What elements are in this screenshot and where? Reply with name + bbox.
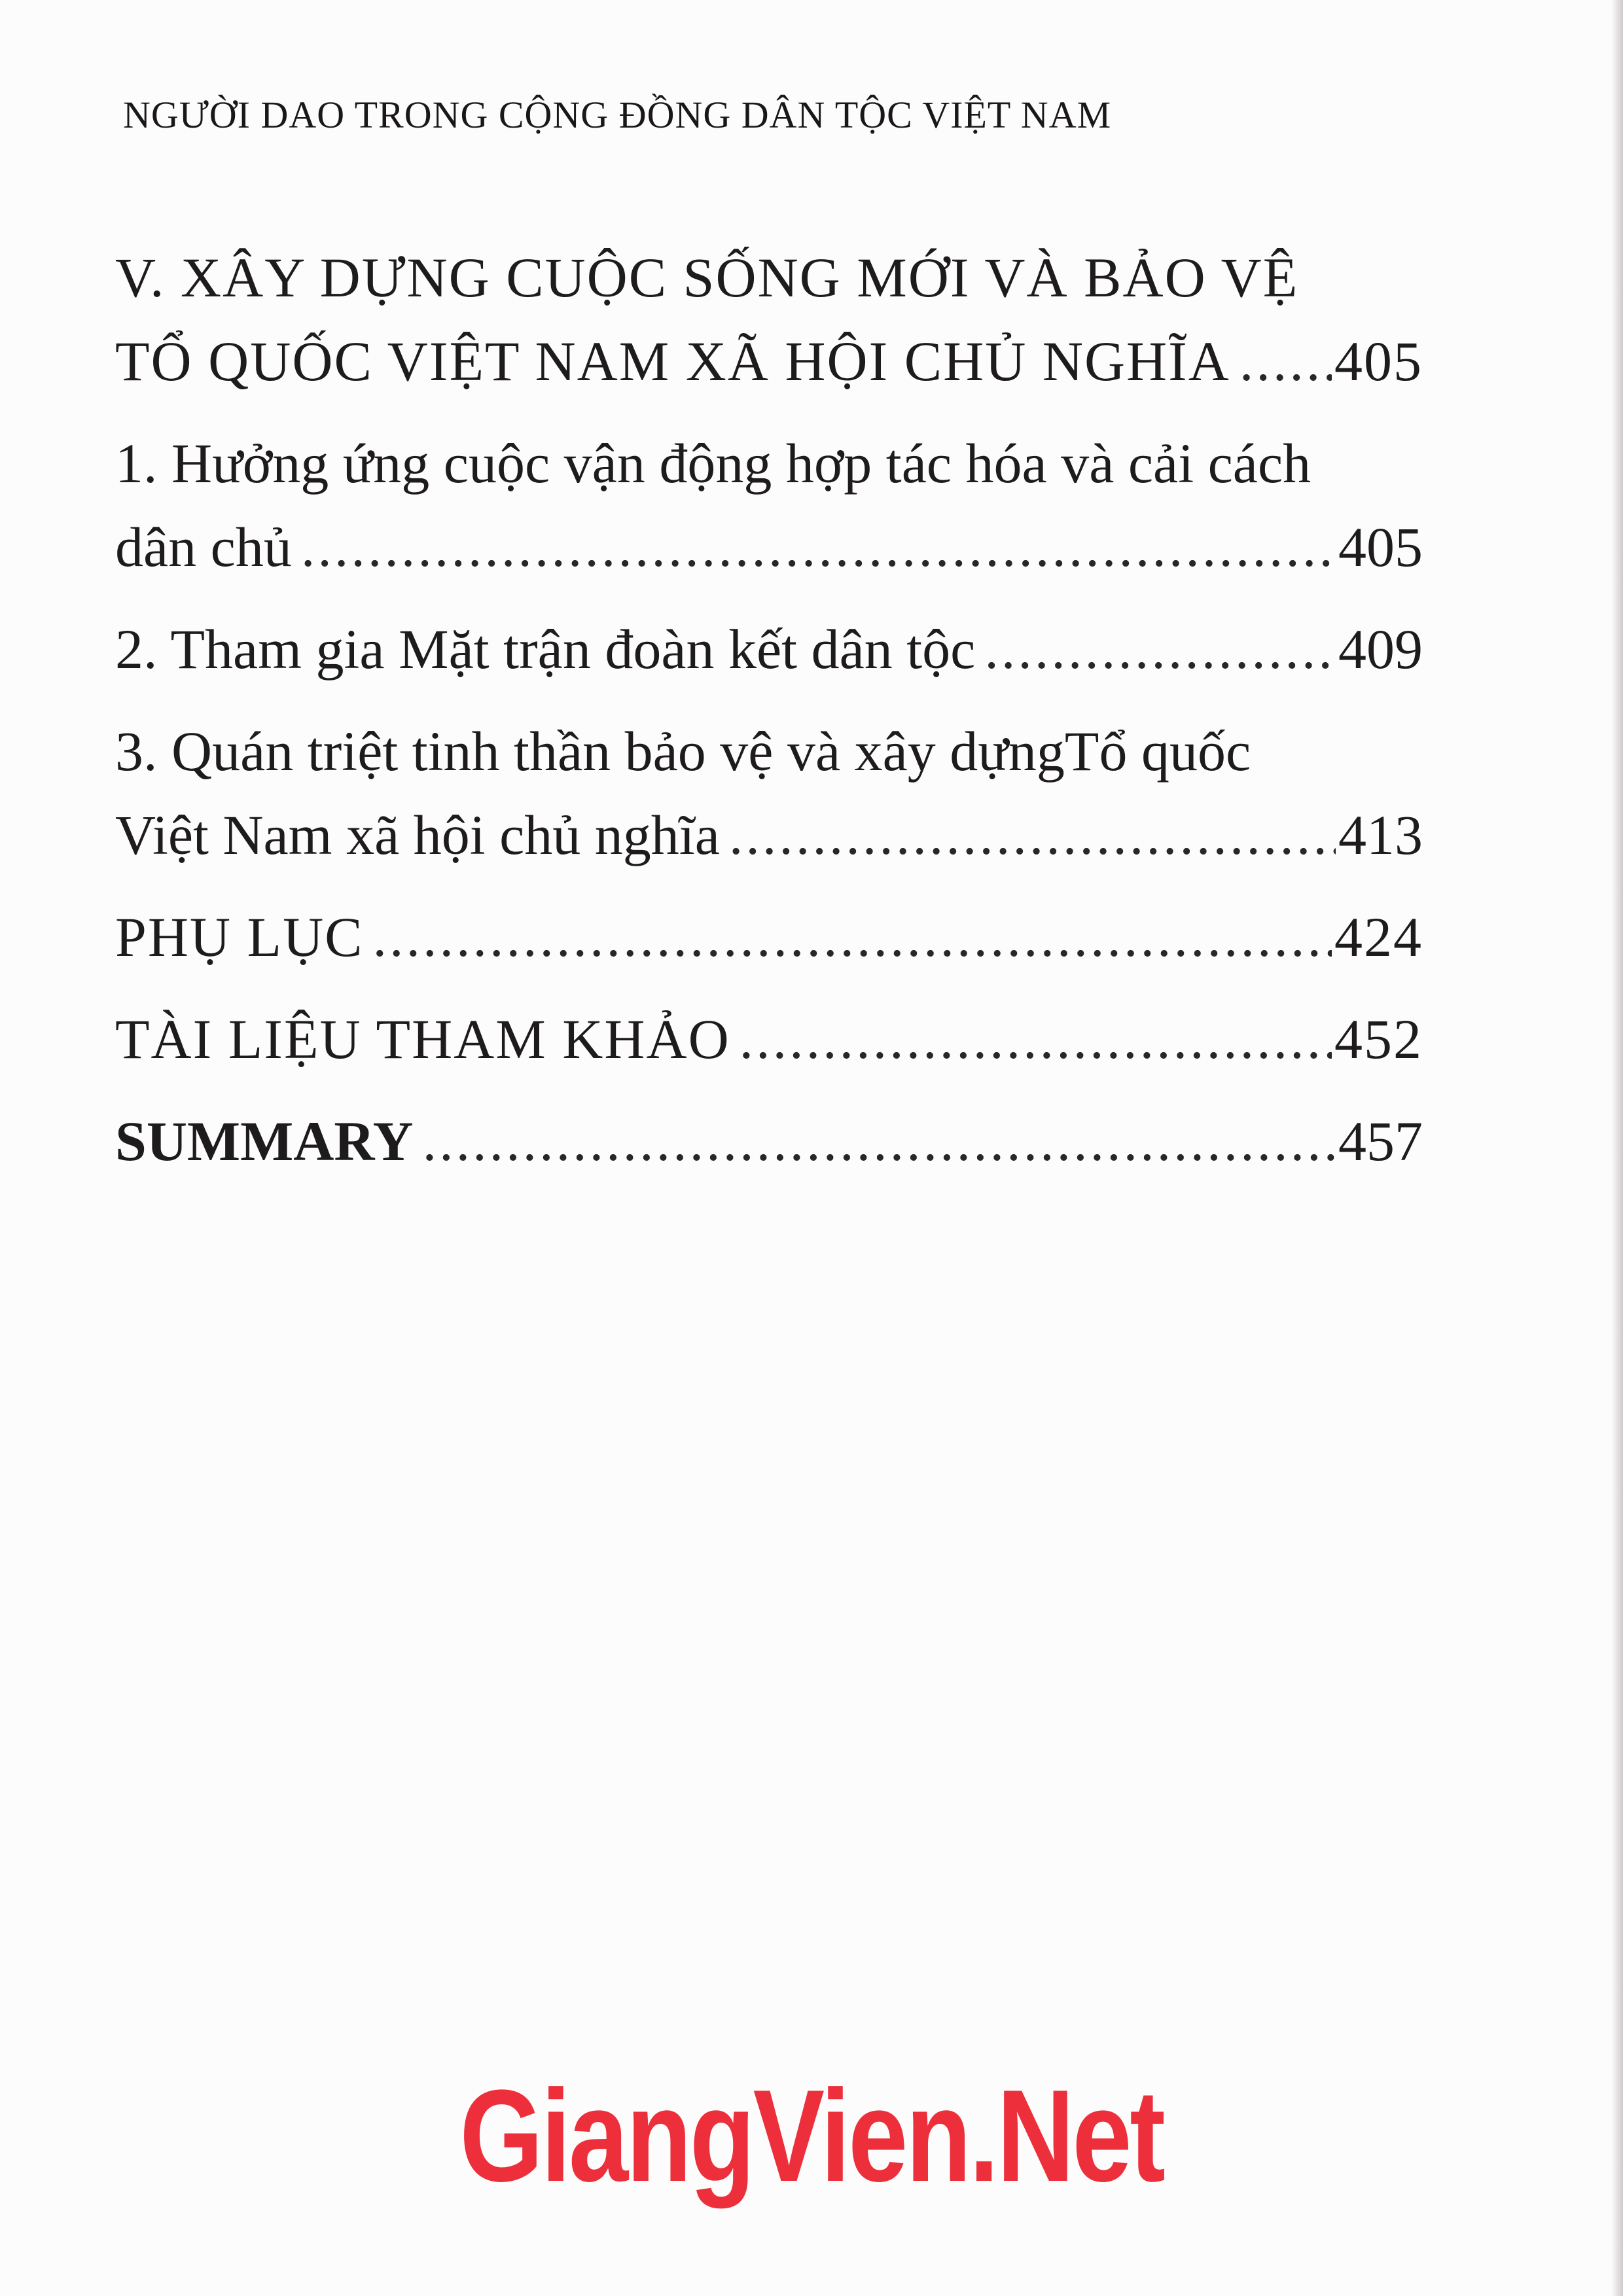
toc-entry-title-line: 1. Hưởng ứng cuộc vận động hợp tác hóa và cải cách	[115, 432, 1311, 495]
dot-leader	[423, 1099, 1336, 1183]
toc-page-number: 424	[1334, 906, 1423, 968]
toc-entry-section-v	[115, 236, 1423, 403]
toc-entry-title-line: V. XÂY DỰNG CUỘC SỐNG MỚI VÀ BẢO VỆ	[115, 246, 1299, 309]
toc-entry-title-line: dân chủ	[115, 516, 292, 578]
running-header: NGƯỜI DAO TRONG CỘNG ĐỒNG DÂN TỘC VIỆT NAM	[123, 94, 1112, 136]
toc-entry-title-line: SUMMARY	[115, 1110, 414, 1173]
toc-entry-title-line: 3. Quán triệt tinh thần bảo vệ và xây dựngTổ quốc	[115, 720, 1251, 783]
toc-entry-title-line: TỔ QUỐC VIỆT NAM XÃ HỘI CHỦ NGHĨA	[115, 330, 1230, 393]
toc-entry-title-line: Việt Nam xã hội chủ nghĩa	[115, 804, 720, 866]
table-of-contents	[115, 236, 1423, 1201]
toc-page-number: 409	[1338, 618, 1423, 680]
page-edge-shadow	[1611, 0, 1623, 2296]
watermark-text: GiangVien.Net	[459, 2063, 1164, 2209]
toc-page-number: 413	[1338, 804, 1423, 866]
dot-leader	[1240, 319, 1332, 403]
toc-entry-references	[115, 997, 1423, 1081]
dot-leader	[373, 895, 1332, 979]
toc-entry-3	[115, 709, 1423, 877]
toc-entry-title-line: 2. Tham gia Mặt trận đoàn kết dân tộc	[115, 618, 976, 680]
toc-page-number: 452	[1334, 1008, 1423, 1070]
toc-entry-title-line: TÀI LIỆU THAM KHẢO	[115, 1008, 730, 1070]
dot-leader	[740, 997, 1332, 1081]
toc-entry-title-line: PHỤ LỤC	[115, 906, 364, 968]
toc-entry-appendix	[115, 895, 1423, 979]
toc-entry-2	[115, 607, 1423, 691]
toc-entry-1	[115, 421, 1423, 589]
toc-page-number: 405	[1334, 330, 1423, 393]
dot-leader	[301, 505, 1336, 589]
toc-page-number: 405	[1338, 516, 1423, 578]
dot-leader	[729, 793, 1336, 877]
toc-entry-summary	[115, 1099, 1423, 1183]
toc-page-number: 457	[1338, 1110, 1423, 1173]
dot-leader	[984, 607, 1336, 691]
